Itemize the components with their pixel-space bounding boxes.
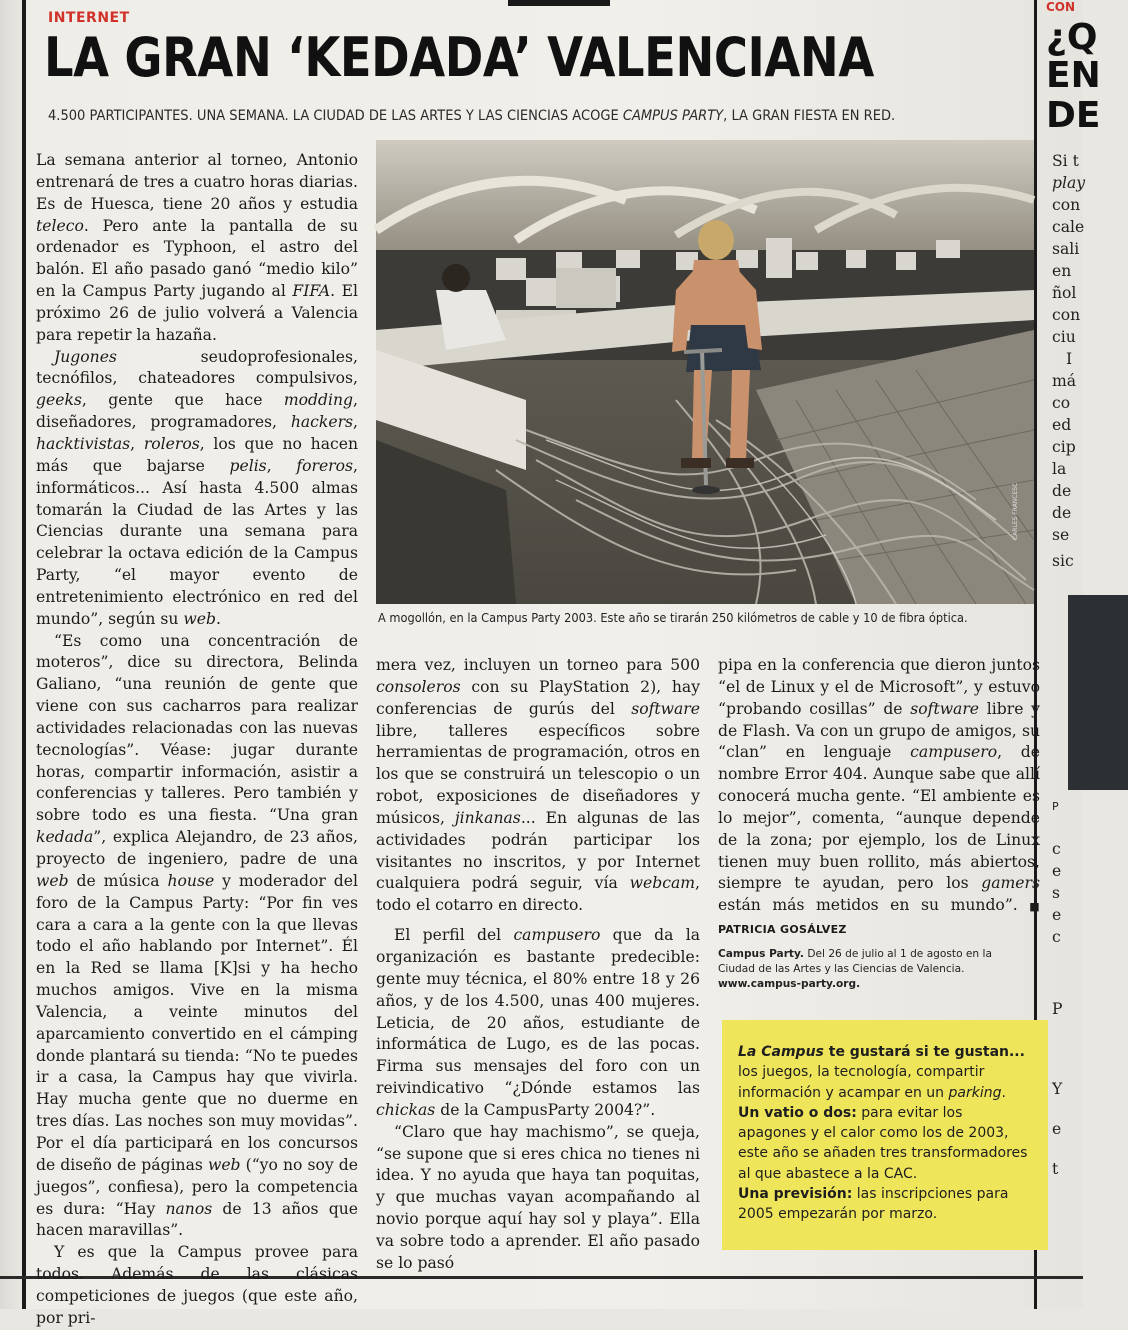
adjacent-article-fragment — [1042, 0, 1101, 1309]
adjacent-text-fragment: con — [1052, 306, 1081, 324]
adjacent-text-fragment: I — [1066, 350, 1073, 368]
article-column-2 — [376, 655, 700, 1275]
paragraph: Jugones seudoprofesionales, tecnófilos, chateadores compulsivos, geeks, gente que hace modding, diseñadores, programadores, hackers, hacktivistas, roleros, los que no hacen más que bajarse pelis, foreros, informáticos... Así hasta 4.500 almas tomarán la Ciudad de las Artes y las Ciencias durante una semana para celebrar la octava edición de la Campus Party, “el mayor evento de entretenimiento electrónico en red del mundo”, según su web. — [36, 347, 358, 628]
adjacent-text-fragment: ñol — [1052, 284, 1077, 302]
adjacent-text-fragment: sali — [1052, 240, 1080, 258]
paragraph: pipa en la conferencia que dieron juntos “el de Linux y el de Microsoft”, y estuvo “probando cosillas” de software libre y de Flash. Va con un grupo de amigos, su “clan” en lenguaje campusero, de nombre Error 404. Aunque sabe que allí conocerá mucha gente. “El ambiente es lo mejor”, comenta, “aunque depende de la zona; por ejemplo, los de Linux tienen muy buen rollito, más abiertos, siempre te ayudan, pero los gamers están más metidos en su mundo”. ■ PATRICIA GOSÁLVEZ — [718, 656, 1041, 937]
sidebar-item: Una previsión: las inscripciones para 2005 empezarán por marzo. — [738, 1186, 1009, 1223]
author-byline: ■ PATRICIA GOSÁLVEZ — [718, 900, 1040, 937]
article-photo — [376, 140, 1034, 604]
adjacent-text-fragment: c — [1052, 840, 1061, 858]
adjacent-text-fragment: ed — [1052, 416, 1072, 434]
article-column-1 — [36, 150, 358, 1330]
photo-caption: A mogollón, en la Campus Party 2003. Este año se tirarán 250 kilómetros de cable y 10 de fibra óptica. — [378, 610, 968, 625]
adjacent-text-fragment: e — [1052, 906, 1062, 924]
adjacent-text-fragment: de — [1052, 504, 1072, 522]
photo-credit: CARLES FRANCESC — [1012, 482, 1019, 540]
adjacent-headline-line: EN — [1046, 55, 1101, 96]
paragraph: El perfil del campusero que da la organización es bastante predecible: gente muy técnica, el 80% entre 18 y 26 años, y de los 4.500, unas 400 mujeres. Leticia, de 20 años, estudiante de informática de Lugo, es de las pocas. Firma sus mensajes del foro con un reivindicativo “¿Dónde estamos las chickas de la CampusParty 2004?”. — [376, 926, 700, 1119]
adjacent-text-fragment: e — [1052, 862, 1062, 880]
section-tag: INTERNET — [48, 10, 130, 26]
event-url: www.campus-party.org. — [718, 978, 861, 990]
adjacent-text-fragment: la — [1052, 460, 1067, 478]
adjacent-text-fragment: Y — [1052, 1080, 1063, 1098]
adjacent-text-fragment: Si t — [1052, 152, 1079, 170]
sidebar-intro: los juegos, la tecnología, compartir información y acampar en un parking. — [738, 1064, 1006, 1101]
sidebar-item: Un vatio o dos: para evitar los apagones y el calor como los de 2003, este año se añaden tres transformadores al que abastece a la CAC. — [738, 1104, 1028, 1182]
subheadline: 4.500 PARTICIPANTES. UNA SEMANA. LA CIUDAD DE LAS ARTES Y LAS CIENCIAS ACOGE CAMPUS PARTY, LA GRAN FIESTA EN RED. — [48, 108, 896, 124]
adjacent-text-fragment: e — [1052, 1120, 1062, 1138]
adjacent-text-fragment: co — [1052, 394, 1071, 412]
adjacent-text-fragment: play — [1052, 174, 1086, 192]
adjacent-text-fragment: cale — [1052, 218, 1085, 236]
sidebar-lead: La Campus te gustará si te gustan... — [738, 1044, 1025, 1060]
campus-party-hall-photo — [376, 140, 1034, 604]
adjacent-photo — [1068, 595, 1128, 790]
paragraph: mera vez, incluyen un torneo para 500 consoleros con su PlayStation 2), hay conferencias de gurús del software libre, talleres específicos sobre herramientas de programación, otros en los que se construirá un telescopio o un robot, exposiciones de diseñadores y músicos, jinkanas... En algunas de las actividades podrán participar los visitantes no inscritos, y por Internet cualquiera podrá seguir, vía webcam, todo el cotarro en directo. — [376, 656, 700, 915]
headline: LA GRAN ‘KEDADA’ VALENCIANA — [44, 26, 874, 89]
paragraph: “Es como una concentración de moteros”, dice su directora, Belinda Galiano, “una reunión de gente que viene con sus cacharros para realizar actividades relacionadas con las nuevas tecnologías”. Véase: jugar durante horas, compartir información, asistir a conferencias y talleres. Pero también y sobre todo es una fiesta. “Una gran kedada”, explica Alejandro, de 23 años, proyecto de ingeniero, padre de una web de música house y moderador del foro de la Campus Party: “Por fin ves cara a cara a la gente con la que llevas todo el año hablando por Internet”. Él en la Red se llama [K]si y ha hecho muchos amigos. Vive en la misma Valencia, a veinte minutos del aparcamiento convertido en el cámping donde plantará su tienda: “No te puedes ir a casa, la Campus hay que vivirla. Hay mucha gente que no duerme en tres días. Las noches son muy movidas”. Por el día participará en los concursos de diseño de páginas web (“yo no soy de juegos”, confiesa), pero la competencia es dura: “Hay nanos de 13 años que hacen maravillas”. — [36, 631, 358, 1240]
adjacent-section-tag: CON — [1046, 0, 1076, 14]
top-edge-bar — [508, 0, 610, 6]
adjacent-text-fragment: en — [1052, 262, 1072, 280]
adjacent-text-fragment: s — [1052, 884, 1061, 902]
adjacent-text-fragment: t — [1052, 1160, 1059, 1178]
adjacent-headline-line: ¿Q — [1046, 17, 1098, 58]
adjacent-text-fragment: P — [1052, 800, 1059, 813]
adjacent-text-fragment: ciu — [1052, 328, 1076, 346]
adjacent-text-fragment: sic — [1052, 552, 1074, 570]
event-info: Campus Party. Del 26 de julio al 1 de agosto en la Ciudad de las Artes y las Ciencias de Valencia. www.campus-party.org. — [718, 948, 992, 990]
article-column-3 — [718, 655, 1040, 941]
adjacent-headline-line: DE — [1046, 95, 1101, 136]
left-column-rule — [22, 0, 26, 1309]
paragraph: “Claro que hay machismo”, se queja, “se supone que si eres chica no tienes ni idea. Y no ayuda que haya tan poquitas, y que muchas vayan acompañando al novio porque aquí hay sol y playa”. Ella va sobre todo a aprender. El año pasado se lo pasó — [376, 1122, 700, 1272]
adjacent-text-fragment: de — [1052, 482, 1072, 500]
sidebar-box — [722, 1020, 1048, 1250]
adjacent-text-fragment: má — [1052, 372, 1077, 390]
adjacent-text-fragment: P — [1052, 1000, 1063, 1018]
adjacent-text-fragment: c — [1052, 928, 1061, 946]
adjacent-text-fragment: se — [1052, 526, 1070, 544]
paragraph: Y es que la Campus provee para todos. Además de las clásicas competiciones de juegos (que este año, por pri- — [36, 1243, 358, 1327]
adjacent-text-fragment: cip — [1052, 438, 1076, 456]
adjacent-text-fragment: con — [1052, 196, 1081, 214]
paragraph: La semana anterior al torneo, Antonio entrenará de tres a cuatro horas diarias. Es de Huesca, tiene 20 años y estudia teleco. Pero ante la pantalla de su ordenador es Typhoon, el astro del balón. El año pasado ganó “medio kilo” en la Campus Party jugando al FIFA. El próximo 26 de julio volverá a Valencia para repetir la hazaña. — [36, 151, 358, 344]
